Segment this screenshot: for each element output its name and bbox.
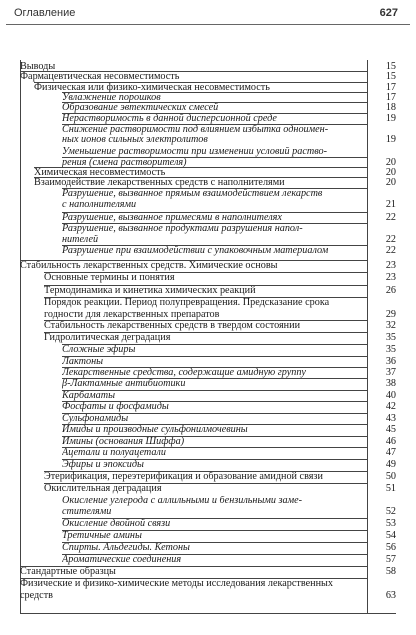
table-rule xyxy=(62,344,368,345)
toc-entry-page: 57 xyxy=(385,554,396,565)
toc-entry-page: 35 xyxy=(385,332,396,343)
toc-entry-title: Взаимодействие лекарственных средств с наполнителями xyxy=(34,178,285,188)
toc-entry-title: Эфиры и эпоксиды xyxy=(62,460,144,470)
table-rule xyxy=(62,518,368,519)
toc-entry-page: 46 xyxy=(385,436,396,447)
toc-entry-title: Разрушение, вызванное продуктами разрушения напол- xyxy=(62,224,303,234)
toc-entry-title: Уменьшение растворимости при изменении условий раство- xyxy=(62,147,327,157)
table-rule xyxy=(62,245,368,246)
toc-entry-title: Фосфаты и фосфамиды xyxy=(62,402,169,412)
toc-entry-title: Ацетали и полуацетали xyxy=(62,448,166,458)
toc-entry-page: 32 xyxy=(385,320,396,331)
toc-entry-page: 22 xyxy=(385,234,396,245)
toc-entry-page: 21 xyxy=(385,199,396,210)
toc-entry-page: 45 xyxy=(385,424,396,435)
toc-entry-page: 29 xyxy=(385,309,396,320)
table-rule xyxy=(20,613,396,614)
toc-entry-page: 49 xyxy=(385,459,396,470)
toc-entry-title: Химическая несовместимость xyxy=(34,168,166,178)
toc-entry-title: β-Лактамные антибиотики xyxy=(62,379,186,389)
table-rule xyxy=(34,167,368,168)
toc-entry-page: 52 xyxy=(385,506,396,517)
table-rule xyxy=(62,436,368,437)
toc-entry-page: 15 xyxy=(385,71,396,82)
toc-entry-page: 26 xyxy=(385,285,396,296)
toc-entry-page: 50 xyxy=(385,471,396,482)
toc-entry-title: Карбаматы xyxy=(62,391,116,401)
toc-entry-title: Стабильность лекарственных средств в твердом состоянии xyxy=(44,321,301,331)
table-rule xyxy=(34,177,368,178)
toc-entry-title: Фармацевтическая несовместимость xyxy=(20,72,180,82)
toc-entry-page: 56 xyxy=(385,542,396,553)
toc-entry-title: Окислительная деградация xyxy=(44,484,162,494)
table-rule xyxy=(62,390,368,391)
toc-entry-page: 23 xyxy=(385,272,396,283)
toc-entry-title: Разрушение при взаимодействии с упаковочным материалом xyxy=(62,246,329,256)
table-rule xyxy=(62,378,368,379)
toc-entry-title: Снижение растворимости под влиянием избытка одноимен- xyxy=(62,125,329,135)
table-rule xyxy=(62,212,368,213)
toc-entry-title: Спирты. Альдегиды. Кетоны xyxy=(62,543,190,553)
toc-entry-title: Сульфонамиды xyxy=(62,414,129,424)
toc-entry-page: 58 xyxy=(385,566,396,577)
toc-entry-page: 19 xyxy=(385,134,396,145)
table-rule xyxy=(20,578,368,579)
toc-entry-page: 63 xyxy=(385,590,396,601)
toc-entry-title: Образование эвтектических смесей xyxy=(62,103,219,113)
toc-entry-title: Ароматические соединения xyxy=(62,555,182,565)
table-rule xyxy=(34,82,368,83)
table-rule xyxy=(62,113,368,114)
table-rule xyxy=(44,332,368,333)
toc-entry-page: 37 xyxy=(385,367,396,378)
table-rule xyxy=(62,124,368,125)
toc-entry-title: Лекарственные средства, содержащие амидную группу xyxy=(62,368,306,378)
toc-entry-title: Разрушение, вызванное примесями в наполнителях xyxy=(62,213,282,223)
toc-entry-page: 22 xyxy=(385,245,396,256)
table-rule xyxy=(62,401,368,402)
table-rule xyxy=(62,413,368,414)
toc-entry-title: Гидролитическая деградация xyxy=(44,333,171,343)
table-rule xyxy=(62,530,368,531)
table-rule xyxy=(20,71,368,72)
toc-entry-page: 47 xyxy=(385,447,396,458)
toc-entry-title: Окисление двойной связи xyxy=(62,519,171,529)
table-rule xyxy=(44,320,368,321)
toc-entry-title: Третичные амины xyxy=(62,531,142,541)
toc-entry-title: стителями xyxy=(62,507,112,517)
table-rule xyxy=(44,471,368,472)
toc-entry-page: 53 xyxy=(385,518,396,529)
table-rule xyxy=(62,356,368,357)
table-rule xyxy=(62,367,368,368)
toc-entry-title: средств xyxy=(20,591,53,601)
toc-entry-title: Имины (основания Шиффа) xyxy=(62,437,185,447)
toc-entry-page: 20 xyxy=(385,157,396,168)
table-rule xyxy=(44,483,368,484)
toc-entry-page: 40 xyxy=(385,390,396,401)
toc-entry-title: рения (смена растворителя) xyxy=(62,158,187,168)
toc-entry-page: 17 xyxy=(385,92,396,103)
page-number: 627 xyxy=(379,7,398,19)
toc-entry-title: Порядок реакции. Период полупревращения. Предсказание срока xyxy=(44,298,330,308)
toc-entry-title: Стандартные образцы xyxy=(20,567,116,577)
toc-entry-title: Увлажнение порошков xyxy=(62,93,161,103)
table-rule xyxy=(62,447,368,448)
toc-entry-title: Окисление углерода с аллильными и бензильными заме- xyxy=(62,496,302,506)
toc-entry-page: 54 xyxy=(385,530,396,541)
toc-entry-title: годности для лекарственных препаратов xyxy=(44,310,220,320)
toc-entry-page: 20 xyxy=(385,177,396,188)
table-rule xyxy=(62,188,368,189)
toc-entry-page: 36 xyxy=(385,356,396,367)
toc-entry-title: Лактоны xyxy=(62,357,104,367)
toc-entry-page: 22 xyxy=(385,212,396,223)
toc-entry-title: Физическая или физико-химическая несовместимость xyxy=(34,83,270,93)
toc-entry-page: 18 xyxy=(385,102,396,113)
toc-entry-page: 19 xyxy=(385,113,396,124)
table-rule xyxy=(62,92,368,93)
toc-entry-title: Физические и физико-химические методы исследования лекарственных xyxy=(20,579,333,589)
toc-entry-page: 20 xyxy=(385,167,396,178)
toc-entry-title: Сложные эфиры xyxy=(62,345,136,355)
running-header-title: Оглавление xyxy=(14,7,76,19)
toc-entry-page: 42 xyxy=(385,401,396,412)
toc-entry-title: Разрушение, вызванное прямым взаимодействием лекарств xyxy=(62,189,323,199)
toc-entry-page: 15 xyxy=(385,61,396,72)
toc-entry-title: Термодинамика и кинетика химических реакций xyxy=(44,286,256,296)
table-rule xyxy=(62,102,368,103)
toc-entry-title: ных ионов сильных электролитов xyxy=(62,135,208,145)
table-rule xyxy=(20,260,368,261)
toc-entry-page: 51 xyxy=(385,483,396,494)
table-rule xyxy=(44,272,368,273)
toc-entry-page: 43 xyxy=(385,413,396,424)
toc-entry-title: с наполнителями xyxy=(62,200,137,210)
toc-entry-title: Стабильность лекарственных средств. Химические основы xyxy=(20,261,278,271)
table-rule xyxy=(62,459,368,460)
toc-entry-title: Имиды и производные сульфонилмочевины xyxy=(62,425,248,435)
toc-entry-page: 23 xyxy=(385,260,396,271)
toc-entry-page: 38 xyxy=(385,378,396,389)
table-rule xyxy=(62,223,368,224)
table-rule xyxy=(62,157,368,158)
toc-entry-title: Выводы xyxy=(20,62,56,72)
table-rule xyxy=(62,542,368,543)
toc-entry-page: 35 xyxy=(385,344,396,355)
toc-entry-title: Нерастворимость в данной дисперсионной среде xyxy=(62,114,277,124)
toc-entry-page: 17 xyxy=(385,82,396,93)
table-rule xyxy=(62,554,368,555)
toc-entry-title: Этерификация, переэтерификация и образование амидной связи xyxy=(44,472,323,482)
table-rule xyxy=(62,424,368,425)
toc-entry-title: Основные термины и понятия xyxy=(44,273,175,283)
table-rule xyxy=(20,566,368,567)
toc-entry-title: нителей xyxy=(62,235,99,245)
table-rule xyxy=(44,297,368,298)
table-rule xyxy=(44,285,368,286)
